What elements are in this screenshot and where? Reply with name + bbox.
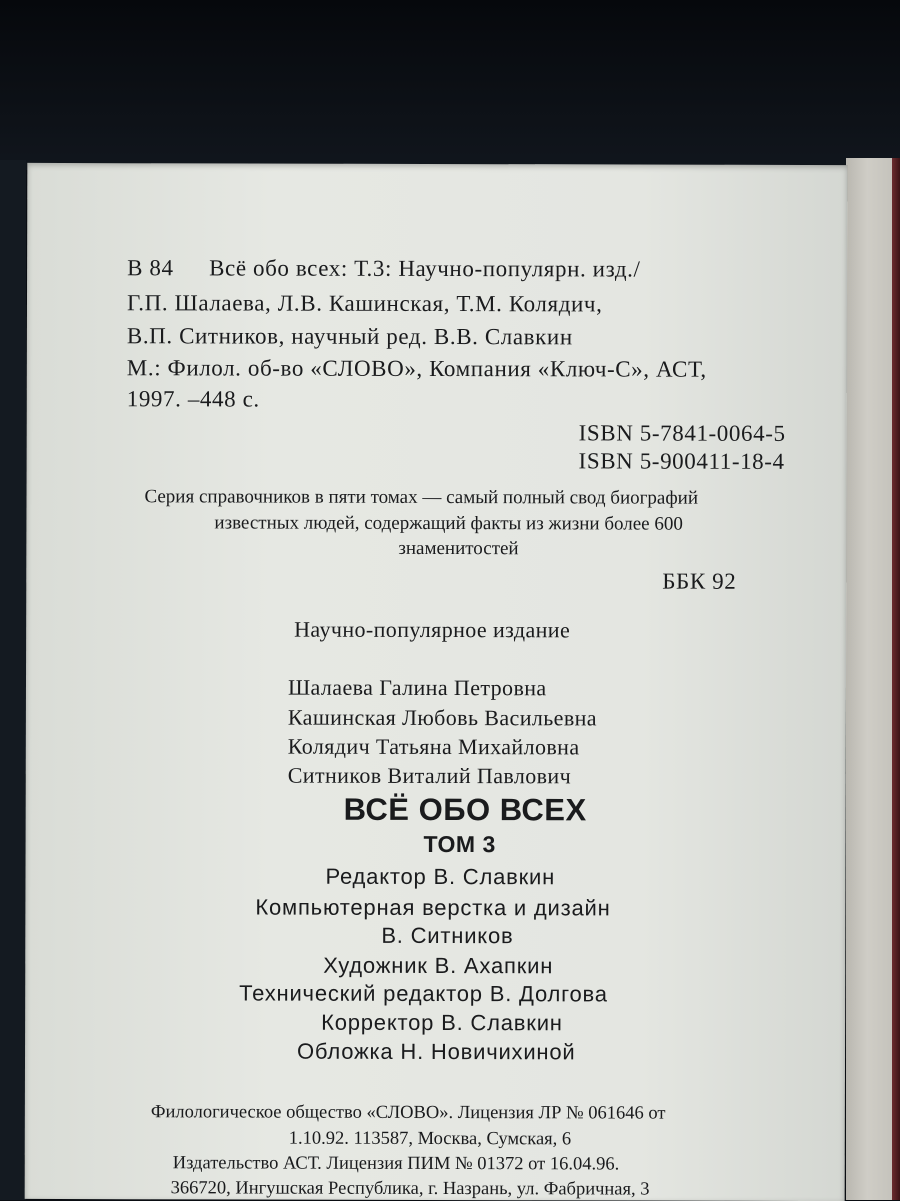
- publisher-line-4: 366720, Ингушская Республика, г. Назрань, ул. Фабричная, 3: [170, 1178, 650, 1200]
- credit-layout-1: Компьютерная верстка и дизайн: [255, 894, 611, 921]
- annotation-line-1: Серия справочников в пяти томах — самый полный свод биографий: [144, 486, 699, 509]
- edition-type: Научно-популярное издание: [294, 616, 571, 643]
- book-page-edges: [846, 158, 900, 1200]
- book-title: ВСЁ ОБО ВСЕХ: [343, 791, 587, 828]
- author-4: Ситников Виталий Павлович: [287, 762, 572, 789]
- credit-proofreader: Корректор В. Славкин: [321, 1009, 563, 1036]
- isbn-second: ISBN 5-900411-18-4: [578, 448, 785, 474]
- credit-cover: Обложка Н. Новичихиной: [297, 1038, 576, 1065]
- dark-background: [0, 0, 900, 170]
- record-line-2: Г.П. Шалаева, Л.В. Кашинская, Т.М. Колядич,: [126, 290, 603, 317]
- credit-layout-2: В. Ситников: [381, 922, 514, 949]
- author-2: Кашинская Любовь Васильевна: [287, 704, 598, 731]
- author-1: Шалаева Галина Петровна: [287, 674, 547, 701]
- annotation-line-2: известных людей, содержащий факты из жизни более 600: [214, 512, 683, 535]
- record-line-1: Всё обо всех: Т.3: Научно-популярн. изд./: [209, 255, 641, 282]
- record-line-3: В.П. Ситников, научный ред. В.В. Славкин: [126, 323, 573, 350]
- publisher-line-2: 1.10.92. 113587, Москва, Сумская, 6: [288, 1128, 572, 1150]
- annotation-line-3: знаменитостей: [398, 537, 519, 560]
- credit-editor: Редактор В. Славкин: [325, 863, 556, 890]
- credit-tech-editor: Технический редактор В. Долгова: [239, 980, 608, 1007]
- book-cover-edge: [892, 158, 900, 1200]
- bbk-code: ББК 92: [662, 568, 737, 594]
- record-line-5: 1997. –448 с.: [126, 386, 260, 412]
- volume-number: ТОМ 3: [423, 830, 496, 858]
- isbn-first: ISBN 5-7841-0064-5: [578, 420, 786, 446]
- publisher-line-1: Филологическое общество «СЛОВО». Лицензия ЛР № 061646 от: [150, 1102, 666, 1124]
- author-3: Колядич Татьяна Михайловна: [287, 733, 580, 760]
- record-line-4: М.: Филол. об-во «СЛОВО», Компания «Ключ-С», АСТ,: [126, 355, 707, 382]
- index-code: В 84: [127, 255, 174, 281]
- dark-background-left: [0, 160, 26, 1200]
- book-page: [25, 163, 848, 1201]
- publisher-line-3: Издательство АСТ. Лицензия ПИМ № 01372 от 16.04.96.: [172, 1153, 620, 1175]
- credit-artist: Художник В. Ахапкин: [323, 952, 554, 979]
